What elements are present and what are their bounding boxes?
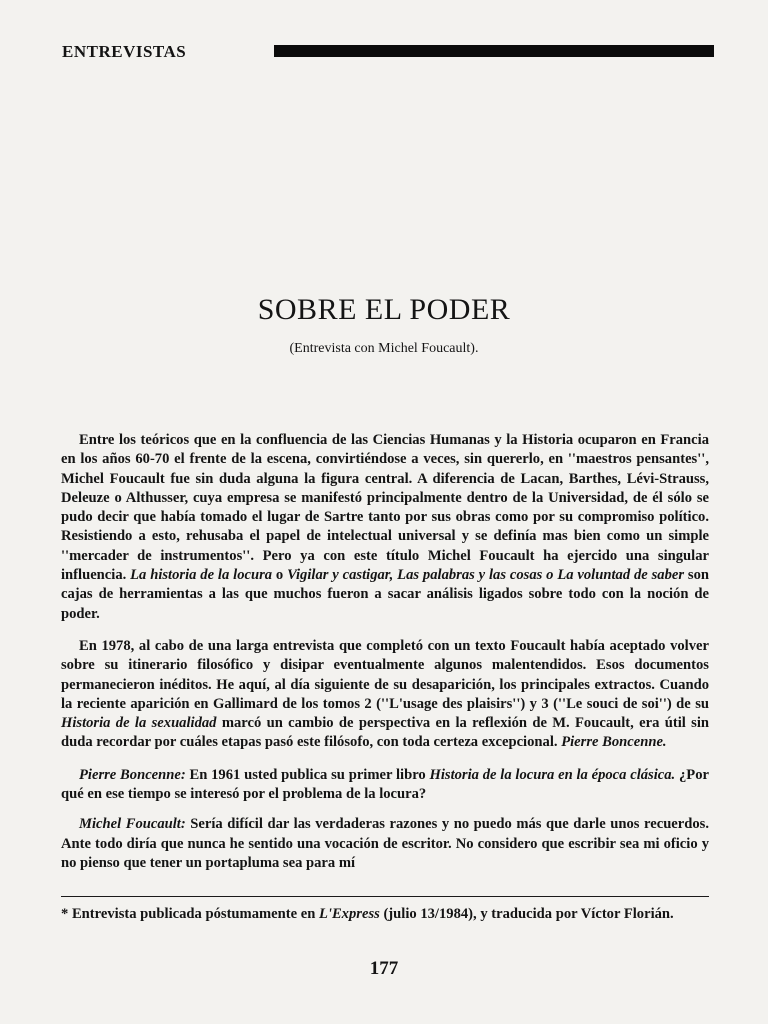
question-1: [61, 766, 709, 805]
paragraph-text: o: [542, 567, 558, 584]
journal-title: L'Express: [318, 906, 380, 922]
paragraph-text: ¿Por qué en ese tiempo se interesó por el problema de la locura?: [61, 766, 709, 803]
section-label: ENTREVISTAS: [62, 42, 187, 61]
article-title: SOBRE EL PODER: [257, 293, 511, 326]
article-body: [61, 431, 709, 884]
intro-paragraph-2: [61, 637, 709, 753]
speaker-name: Pierre Boncenne:: [79, 766, 186, 783]
book-title: Vigilar y castigar, Las palabras y las cosas: [287, 567, 543, 584]
book-title: Historia de la sexualidad: [61, 715, 217, 732]
page-number: 177: [369, 958, 399, 979]
answer-1: [61, 815, 709, 873]
intro-signature: Pierre Boncenne.: [561, 734, 667, 751]
book-title: La voluntad de saber: [557, 567, 685, 584]
article-subtitle: (Entrevista con Michel Foucault).: [289, 341, 479, 356]
footnote-text: * Entrevista publicada póstumamente en: [61, 906, 319, 922]
section-header: [62, 40, 714, 66]
intro-paragraph-1: [61, 431, 709, 624]
book-title: La historia de la locura: [130, 567, 273, 584]
paragraph-text: marcó un cambio de perspectiva en la reflexión de M. Foucault, era útil sin duda recordar por cuáles etapas pasó este filósofo, con toda certeza excepcional.: [61, 715, 710, 751]
paragraph-text: Entre los teóricos que en la confluencia de las Ciencias Humanas y la Historia ocuparon en Francia en los años 60-70 el frente de la escena, convirtiéndose a veces, sin quererlo, en ''maestros pensantes'', Michel Foucault fue sin duda alguna la figura central. A diferencia de Lacan, Barthes, Lévi-Strauss, Deleuze o Althusser, cuya empresa se manifestó principalmente dentro de la Universidad, de él sólo se pudo decir que había tomado el lugar de Sartre tanto por sus obras como por su compromiso político. Resistiendo a esto, rehusaba el papel de intelectual universal y se definía mas bien como un simple ''mercader de instrumentos''. Pero ya con este título Michel Foucault ha ejercido una singular influencia.: [61, 432, 709, 584]
paragraph-text: son cajas de herramientas a las que muchos fueron a sacar análisis ligados sobre todo con la noción de poder.: [61, 567, 709, 622]
paragraph-text: En 1961 usted publica su primer libro: [185, 766, 430, 783]
paragraph-text: o: [272, 567, 288, 584]
paragraph-text: En 1978, al cabo de una larga entrevista que completó con un texto Foucault había aceptado volver sobre su itinerario filosófico y disipar eventualmente algunos malentendidos. Esos documentos permanecieron inéditos. He aquí, al día siguiente de su desaparición, los principales extractos. Cuando la reciente aparición en Gallimard de los tomos 2 (''L'usage des plaisirs'') y 3 (''Le souci de soi'') de su: [61, 637, 709, 712]
speaker-name: Michel Foucault:: [79, 816, 186, 833]
book-title: Historia de la locura en la época clásica.: [429, 766, 676, 783]
footnote: [61, 905, 709, 924]
paragraph-text: Sería difícil dar las verdaderas razones y no puedo más que darle unos recuerdos. Ante todo diría que nunca he sentido una vocación de escritor. No considero que escribir sea mi oficio y no pienso que tener un portapluma sea para mí: [61, 816, 710, 871]
footnote-text: (julio 13/1984), y traducida por Víctor Florián.: [379, 906, 674, 922]
footnote-divider: [61, 896, 709, 897]
header-rule-bar: [274, 45, 714, 57]
